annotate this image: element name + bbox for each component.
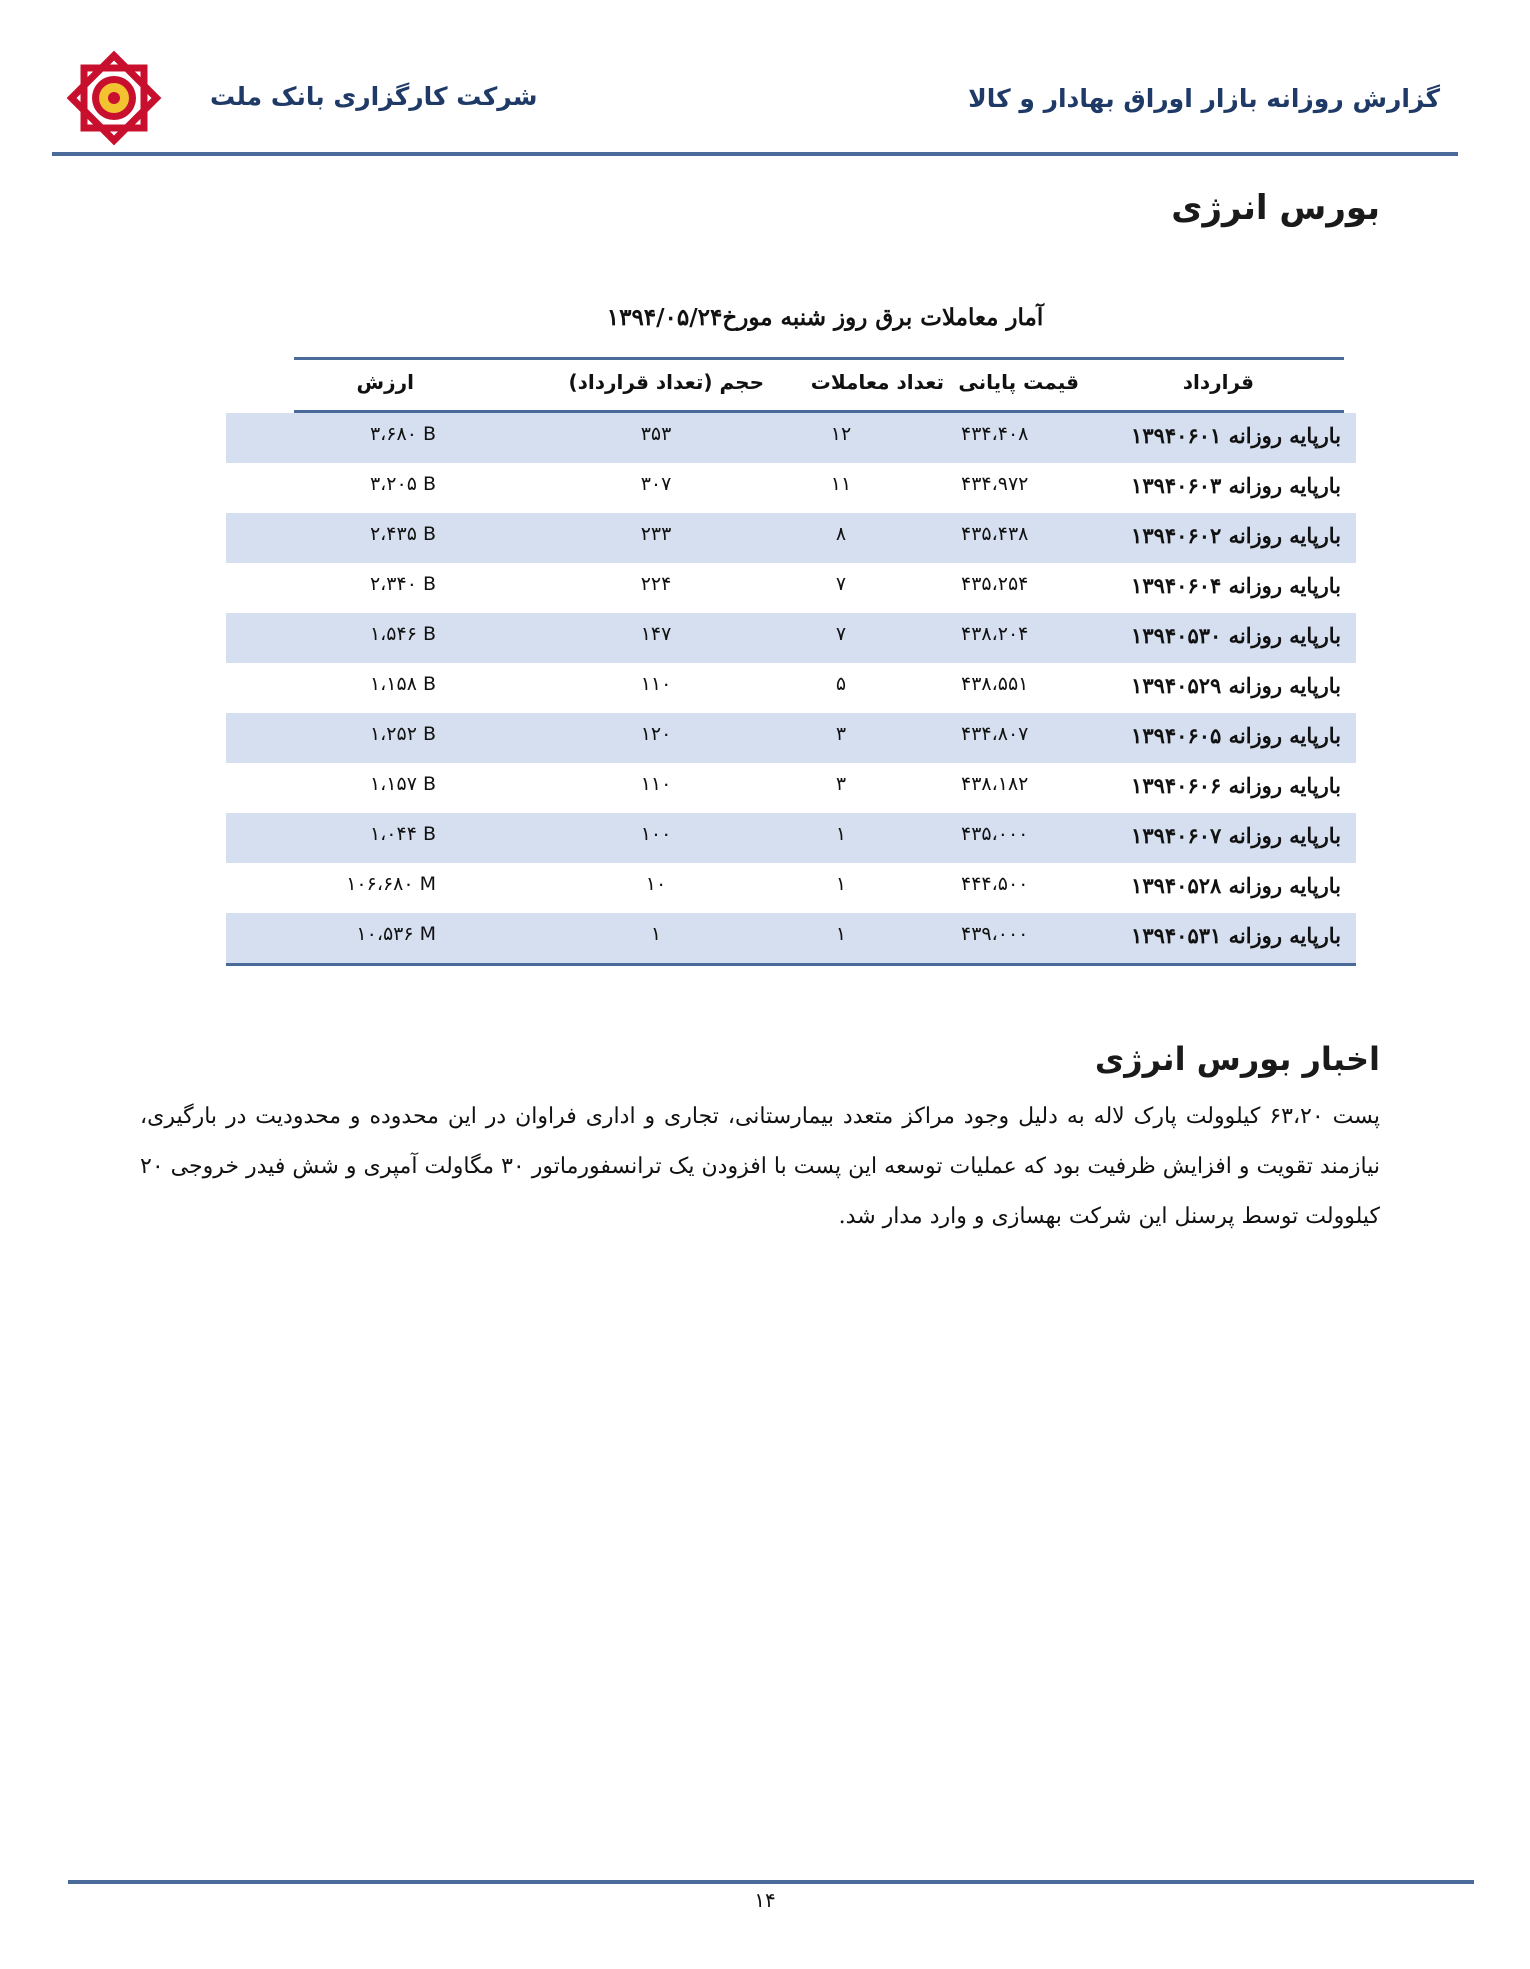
cell-price: ۴۳۸،۱۸۲ xyxy=(961,773,1029,795)
cell-trades: ۸ xyxy=(835,523,847,545)
table-row xyxy=(226,513,1356,563)
cell-volume: ۱۴۷ xyxy=(640,623,672,645)
table-row xyxy=(226,913,1356,966)
table-row xyxy=(226,863,1356,913)
table-row xyxy=(226,413,1356,463)
cell-value: ۲،۳۴۰ B xyxy=(369,573,436,595)
header-price: قیمت پایانی xyxy=(958,370,1079,394)
cell-value: ۱،۵۴۶ B xyxy=(369,623,436,645)
cell-contract: بارپایه روزانه ۱۳۹۴۰۶۰۲ xyxy=(1131,523,1341,548)
cell-contract: بارپایه روزانه ۱۳۹۴۰۶۰۴ xyxy=(1131,573,1341,598)
cell-price: ۴۳۸،۲۰۴ xyxy=(961,623,1029,645)
page-number: ۱۴ xyxy=(754,1888,776,1912)
cell-contract: بارپایه روزانه ۱۳۹۴۰۶۰۷ xyxy=(1131,823,1341,848)
table-row xyxy=(226,613,1356,663)
cell-volume: ۱۰ xyxy=(645,873,667,895)
cell-volume: ۳۵۳ xyxy=(640,423,672,445)
bank-mellat-logo-icon xyxy=(62,46,166,150)
cell-contract: بارپایه روزانه ۱۳۹۴۰۶۰۳ xyxy=(1131,473,1341,498)
news-body: پست ۶۳،۲۰ کیلوولت پارک لاله به دلیل وجود مراکز متعدد بیمارستانی، تجاری و اداری فراوان در این محدوده و محدودیت در بارگیری، نیازمند تقویت و افزایش ظرفیت بود که عملیات توسعه این پست با افزودن یک ترانسفورماتور ۳۰ مگاولت آمپری و شش فیدر خروجی ۲۰ کیلوولت توسط پرسنل این شرکت بهسازی و وارد مدار شد. xyxy=(140,1104,1380,1229)
cell-volume: ۲۲۴ xyxy=(640,573,672,595)
cell-value: ۱،۲۵۲ B xyxy=(369,723,436,745)
cell-trades: ۷ xyxy=(835,623,847,645)
table-row xyxy=(226,763,1356,813)
footer-divider xyxy=(68,1880,1474,1884)
cell-trades: ۱ xyxy=(835,873,847,895)
cell-trades: ۱ xyxy=(835,923,847,945)
page-header xyxy=(0,0,1530,160)
news-title: اخبار بورس انرژی xyxy=(1094,1040,1380,1078)
cell-price: ۴۳۹،۰۰۰ xyxy=(961,923,1029,945)
cell-price: ۴۳۴،۴۰۸ xyxy=(961,423,1029,445)
cell-price: ۴۳۴،۸۰۷ xyxy=(961,723,1029,745)
cell-price: ۴۳۴،۹۷۲ xyxy=(961,473,1029,495)
cell-trades: ۵ xyxy=(835,673,847,695)
cell-contract: بارپایه روزانه ۱۳۹۴۰۶۰۶ xyxy=(1131,773,1341,798)
cell-volume: ۲۳۳ xyxy=(640,523,672,545)
table-row xyxy=(226,813,1356,863)
cell-value: ۱۰۶،۶۸۰ M xyxy=(346,873,436,895)
cell-trades: ۱۱ xyxy=(830,473,852,495)
table-row xyxy=(226,563,1356,613)
table-body xyxy=(226,413,1356,966)
cell-volume: ۱۱۰ xyxy=(640,773,672,795)
cell-trades: ۱۲ xyxy=(830,423,852,445)
cell-contract: بارپایه روزانه ۱۳۹۴۰۵۳۱ xyxy=(1131,923,1341,948)
cell-price: ۴۳۵،۲۵۴ xyxy=(961,573,1029,595)
cell-value: ۳،۶۸۰ B xyxy=(369,423,436,445)
cell-contract: بارپایه روزانه ۱۳۹۴۰۵۳۰ xyxy=(1131,623,1341,648)
table-header-row xyxy=(294,360,1344,413)
cell-volume: ۱۰۰ xyxy=(640,823,672,845)
cell-volume: ۱ xyxy=(650,923,662,945)
table-row xyxy=(226,663,1356,713)
cell-value: ۱،۱۵۸ B xyxy=(369,673,436,695)
table-row xyxy=(226,713,1356,763)
cell-contract: بارپایه روزانه ۱۳۹۴۰۶۰۵ xyxy=(1131,723,1341,748)
table-caption: آمار معاملات برق روز شنبه مورخ۱۳۹۴/۰۵/۲۴ xyxy=(606,304,1044,331)
brokerage-name: شرکت کارگزاری بانک ملت xyxy=(210,82,538,111)
cell-volume: ۱۱۰ xyxy=(640,673,672,695)
cell-contract: بارپایه روزانه ۱۳۹۴۰۵۲۹ xyxy=(1131,673,1341,698)
section-title: بورس انرژی xyxy=(1171,188,1380,228)
cell-trades: ۷ xyxy=(835,573,847,595)
header-contract: قرارداد xyxy=(1182,370,1254,394)
table-row xyxy=(226,463,1356,513)
cell-value: ۲،۴۳۵ B xyxy=(369,523,436,545)
header-trades: تعداد معاملات xyxy=(810,370,944,394)
cell-trades: ۳ xyxy=(835,723,847,745)
header-volume: حجم (تعداد قرارداد) xyxy=(568,370,764,394)
cell-price: ۴۴۴،۵۰۰ xyxy=(961,873,1029,895)
cell-trades: ۱ xyxy=(835,823,847,845)
header-value: ارزش xyxy=(356,370,414,394)
cell-volume: ۱۲۰ xyxy=(640,723,672,745)
report-title: گزارش روزانه بازار اوراق بهادار و کالا xyxy=(968,84,1440,113)
cell-value: ۳،۲۰۵ B xyxy=(369,473,436,495)
cell-value: ۱،۱۵۷ B xyxy=(369,773,436,795)
cell-trades: ۳ xyxy=(835,773,847,795)
cell-value: ۱۰،۵۳۶ M xyxy=(356,923,436,945)
cell-price: ۴۳۵،۰۰۰ xyxy=(961,823,1029,845)
cell-contract: بارپایه روزانه ۱۳۹۴۰۶۰۱ xyxy=(1131,423,1341,448)
cell-price: ۴۳۵،۴۳۸ xyxy=(961,523,1029,545)
header-divider xyxy=(52,152,1458,156)
cell-contract: بارپایه روزانه ۱۳۹۴۰۵۲۸ xyxy=(1131,873,1341,898)
cell-value: ۱،۰۴۴ B xyxy=(369,823,436,845)
cell-price: ۴۳۸،۵۵۱ xyxy=(961,673,1029,695)
cell-volume: ۳۰۷ xyxy=(640,473,672,495)
